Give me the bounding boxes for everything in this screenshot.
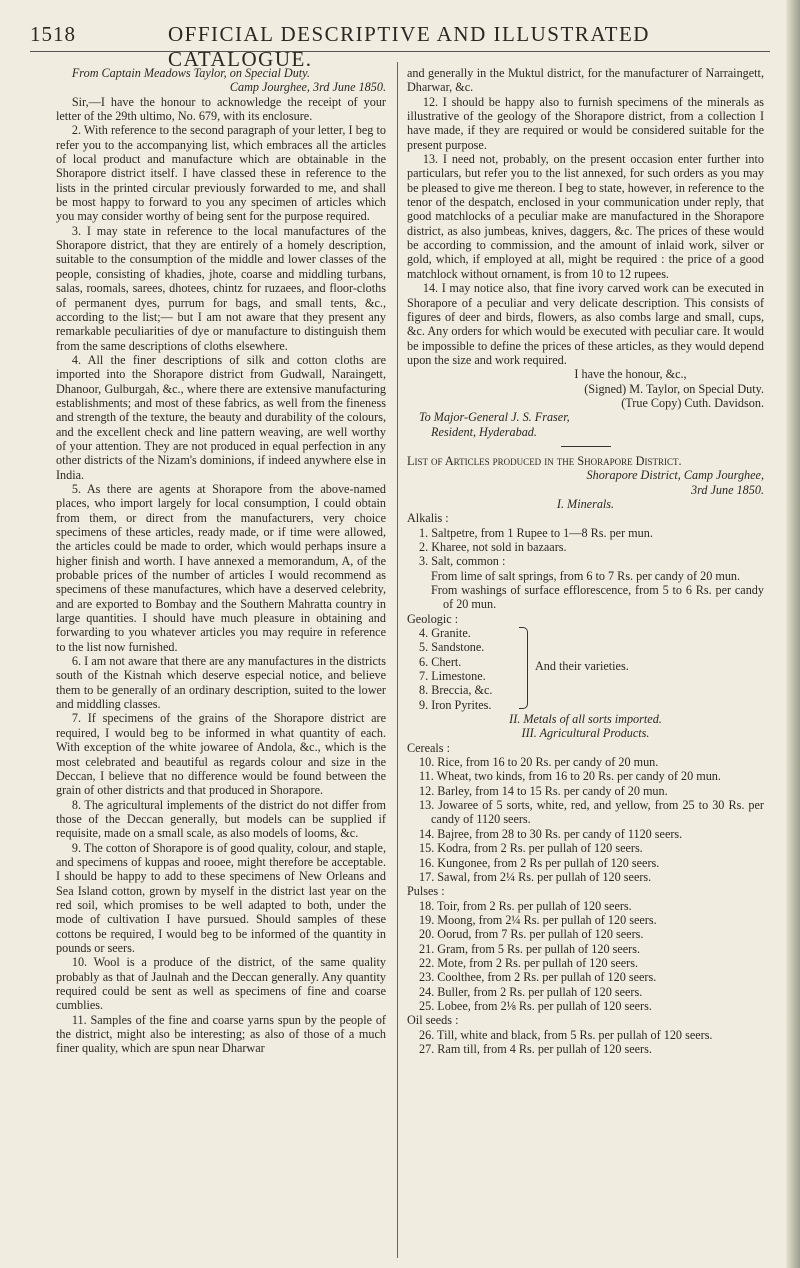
list-item: 9. Iron Pyrites. [419, 697, 492, 712]
list-section-heading: III. Agricultural Products. [521, 726, 650, 741]
list-subitem: From washings of surface efflorescence, from 5 to 6 Rs. per candy of 20 mun. [431, 583, 764, 612]
list-item: 3. Salt, common : [419, 554, 506, 569]
letter-paragraph: 6. I am not aware that there are any manufactures in the districts south of the Kistnah which deserve especial notice, and believe them to be generally of an ordinary description, suited to the lower and middling classes. [56, 654, 386, 712]
list-title: List of Articles produced in the Shorapore District. [407, 453, 682, 468]
list-item: 15. Kodra, from 2 Rs. per pullah of 120 seers. [419, 841, 643, 856]
letter-true-copy: (True Copy) Cuth. Davidson. [621, 395, 764, 410]
list-group-label: Cereals : [407, 740, 450, 755]
list-group-label: Geologic : [407, 611, 459, 626]
letter-addressee: To Major-General J. S. Fraser, [419, 410, 570, 425]
geologic-group [407, 626, 764, 712]
list-group-label: Oil seeds : [407, 1013, 459, 1028]
column-divider [397, 62, 398, 1258]
list-item: 17. Sawal, from 2¼ Rs. per pullah of 120 seers. [419, 869, 652, 884]
list-item: 7. Limestone. [419, 669, 486, 684]
list-item: 14. Bajree, from 28 to 30 Rs. per candy of 1120 seers. [419, 826, 683, 841]
running-head [30, 22, 770, 71]
list-subitem: From lime of salt springs, from 6 to 7 Rs. per candy of 20 mun. [431, 568, 741, 583]
letter-place-date: Camp Jourghee, 3rd June 1850. [229, 80, 386, 95]
list-item: 19. Moong, from 2¼ Rs. per pullah of 120 seers. [419, 912, 657, 927]
letter-paragraph: Sir,—I have the honour to acknowledge the receipt of your letter of the 29th ultimo, No. 679, with its enclosure. [56, 94, 386, 124]
list-item: 6. Chert. [419, 654, 462, 669]
brace-note: And their varieties. [535, 659, 629, 674]
section-divider [561, 446, 611, 447]
letter-addressee-title: Resident, Hyderabad. [431, 424, 537, 439]
list-item: 26. Till, white and black, from 5 Rs. per pullah of 120 seers. [419, 1027, 713, 1042]
brace-bracket [519, 627, 528, 709]
list-item: 23. Coolthee, from 2 Rs. per pullah of 120 seers. [419, 970, 657, 985]
list-item: 10. Rice, from 16 to 20 Rs. per candy of 20 mun. [419, 755, 659, 770]
list-item: 8. Breccia, &c. [419, 683, 493, 698]
left-column [56, 66, 386, 1056]
list-item: 20. Oorud, from 7 Rs. per pullah of 120 seers. [419, 927, 644, 942]
list-item: 13. Jowaree of 5 sorts, white, red, and yellow, from 25 to 30 Rs. per candy of 1120 seers. [419, 798, 764, 827]
letter-paragraph: 9. The cotton of Shorapore is of good quality, colour, and staple, and specimens of kuppas and rooee, might therefore be acceptable. I should be happy to add to these specimens of New Orleans and Sea Island cotton, grown by myself in the district last year on the red soil, which promises to be well adapted to both, under the mode of cultivation I have pursued. Should samples of these cottons be required, I would beg to be informed of the quantity in pounds or seers. [56, 840, 386, 955]
letter-paragraph: 2. With reference to the second paragraph of your letter, I beg to refer you to the accompanying list, which embraces all the articles of local product and manufacture which are obtainable in the Shorapore district itself. I have classed these in reference to the lists in the printed circular previously forwarded to me, and shall be most happy to forward to you any specimen of articles which you may consider worthy of being sent for the purpose required. [56, 123, 386, 224]
list-item: 16. Kungonee, from 2 Rs per pullah of 120 seers. [419, 855, 660, 870]
page-number: 1518 [30, 22, 76, 46]
letter-paragraph: 10. Wool is a produce of the district, of the same quality probably as that of Jaulnah and the Deccan generally. Any quantity required could be sent as well as specimens of fine and coarse cumblies. [56, 955, 386, 1013]
list-item: 24. Buller, from 2 Rs. per pullah of 120 seers. [419, 984, 643, 999]
list-item: 21. Gram, from 5 Rs. per pullah of 120 seers. [419, 941, 641, 956]
list-group-label: Alkalis : [407, 511, 449, 526]
letter-paragraph: 4. All the finer descriptions of silk and cotton cloths are imported into the Shorapore district from Gudwall, Naraingett, Dhanoor, Gulburgah, &c., where there are extensive manufacturing establishments; and most of these fabrics, as well from the fineness and strength of the texture, the beauty and durability of the colours, and the excellent check and line pattern weaving, are well worthy of your attention. They are not produced in equal perfection in any other districts of the Nizam's dominions, if indeed anywhere else in India. [56, 352, 386, 482]
list-item: 4. Granite. [419, 626, 471, 641]
list-section-heading: II. Metals of all sorts imported. [509, 712, 662, 727]
letter-paragraph: 14. I may notice also, that fine ivory carved work can be executed in Shorapore of a peculiar and very delicate description. This consists of figures of deer and birds, flowers, as also combs large and small, cups, &c. Any orders for which would be executed with peculiar care. It would be impossible to define the prices of these articles, as they would depend upon the size and work required. [407, 281, 764, 367]
list-item: 12. Barley, from 14 to 15 Rs. per candy of 20 mun. [419, 783, 668, 798]
header-rule [30, 51, 770, 52]
letter-paragraph: 12. I should be happy also to furnish specimens of the minerals as illustrative of the geology of the Shorapore district, from a collection I have made, if they are required or would be considered suitable for the present purpose. [407, 94, 764, 152]
letter-from-line: From Captain Meadows Taylor, on Special Duty. [71, 66, 310, 80]
list-item: 18. Toir, from 2 Rs. per pullah of 120 seers. [419, 898, 632, 913]
list-item: 11. Wheat, two kinds, from 16 to 20 Rs. per candy of 20 mun. [419, 769, 721, 784]
list-item: 2. Kharee, not sold in bazaars. [419, 540, 567, 554]
list-item: 1. Saltpetre, from 1 Rupee to 1—8 Rs. per mun. [419, 525, 653, 540]
list-group-label: Pulses : [407, 884, 445, 899]
letter-paragraph: 3. I may state in reference to the local manufactures of the Shorapore district, that they are entirely of a homely description, suitable to the consumption of the middle and lower classes of the people, consisting of khadies, jhote, coarse and middling turbans, salas, roomals, sarees, dhotees, chintz for ruzaees, and floor-cloths of permanent dyes, purrum for bags, and small tents, &c., according to the list;— but I am not aware that they present any remarkable peculiarities of dye or manufacture to distinguish them from the same descriptions of cloths elsewhere. [56, 223, 386, 353]
letter-paragraph: 13. I need not, probably, on the present occasion enter further into particulars, but refer you to the list annexed, for such orders as you may be pleased to give me thereon. I beg to state, however, in reference to the tenor of the despatch, enclosed in your communication under reply, that good matchlocks of a peculiar make are manufactured in the Shorapore district, as also jumbeas, knives, daggers, &c. The prices of these would be according to commission, and the amount of inlaid work, silver or gold, which, if employed at all, might be required : the price of a good matchlock without ornament, is from 10 to 12 rupees. [407, 152, 764, 281]
page-title: OFFICIAL DESCRIPTIVE AND ILLUSTRATED CATALOGUE. [168, 22, 650, 71]
list-place: Shorapore District, Camp Jourghee, [586, 468, 764, 483]
list-item: 22. Mote, from 2 Rs. per pullah of 120 seers. [419, 955, 639, 970]
list-item: 5. Sandstone. [419, 640, 485, 655]
letter-paragraph: 11. Samples of the fine and coarse yarns spun by the people of the district, might also be interesting; as also of those of a much finer quality, which are spun near Dharwar [56, 1012, 386, 1056]
letter-closing: I have the honour, &c., [574, 367, 687, 382]
letter-signature: (Signed) M. Taylor, on Special Duty. [584, 381, 764, 396]
list-item: 27. Ram till, from 4 Rs. per pullah of 120 seers. [419, 1041, 652, 1056]
letter-paragraph: 7. If specimens of the grains of the Shorapore district are required, I would beg to be informed in what quantity of each. With exception of the white jowaree of Andola, &c., which is the most celebrated and beautiful as regards colour and size in the Deccan, I believe that no difference would be found between the grain of other districts and that produced in Shorapore. [56, 711, 386, 798]
letter-paragraph: 8. The agricultural implements of the district do not differ from those of the Deccan generally, but models can be supplied if requisite, made on a small scale, as also models of looms, &c. [56, 797, 386, 841]
page-edge [786, 0, 800, 1268]
letter-paragraph: and generally in the Muktul district, for the manufacturer of Narraingett, Dharwar, &c. [407, 66, 764, 95]
list-item: 25. Lobee, from 2⅛ Rs. per pullah of 120 seers. [419, 998, 652, 1013]
list-date: 3rd June 1850. [691, 482, 764, 497]
right-column [407, 66, 764, 1056]
letter-paragraph: 5. As there are agents at Shorapore from the above-named places, who import largely for local consumption, I could obtain from them, or direct from the manufacturers, very choice specimens of these articles, ready made, or if time were allowed, the articles could be made to order, which would perhaps insure a higher finish and worth. I have annexed a memorandum, A, of the probable prices of the number of articles I would recommend as specimens of these manufactures, which have a deserved celebrity, and are exported to Bombay and the Southern Mahratta country in large quantities. I should have much pleasure in obtaining and forwarding to you whatever articles you may require in reference to the list now furnished. [56, 481, 386, 654]
list-section-heading: I. Minerals. [556, 496, 615, 511]
